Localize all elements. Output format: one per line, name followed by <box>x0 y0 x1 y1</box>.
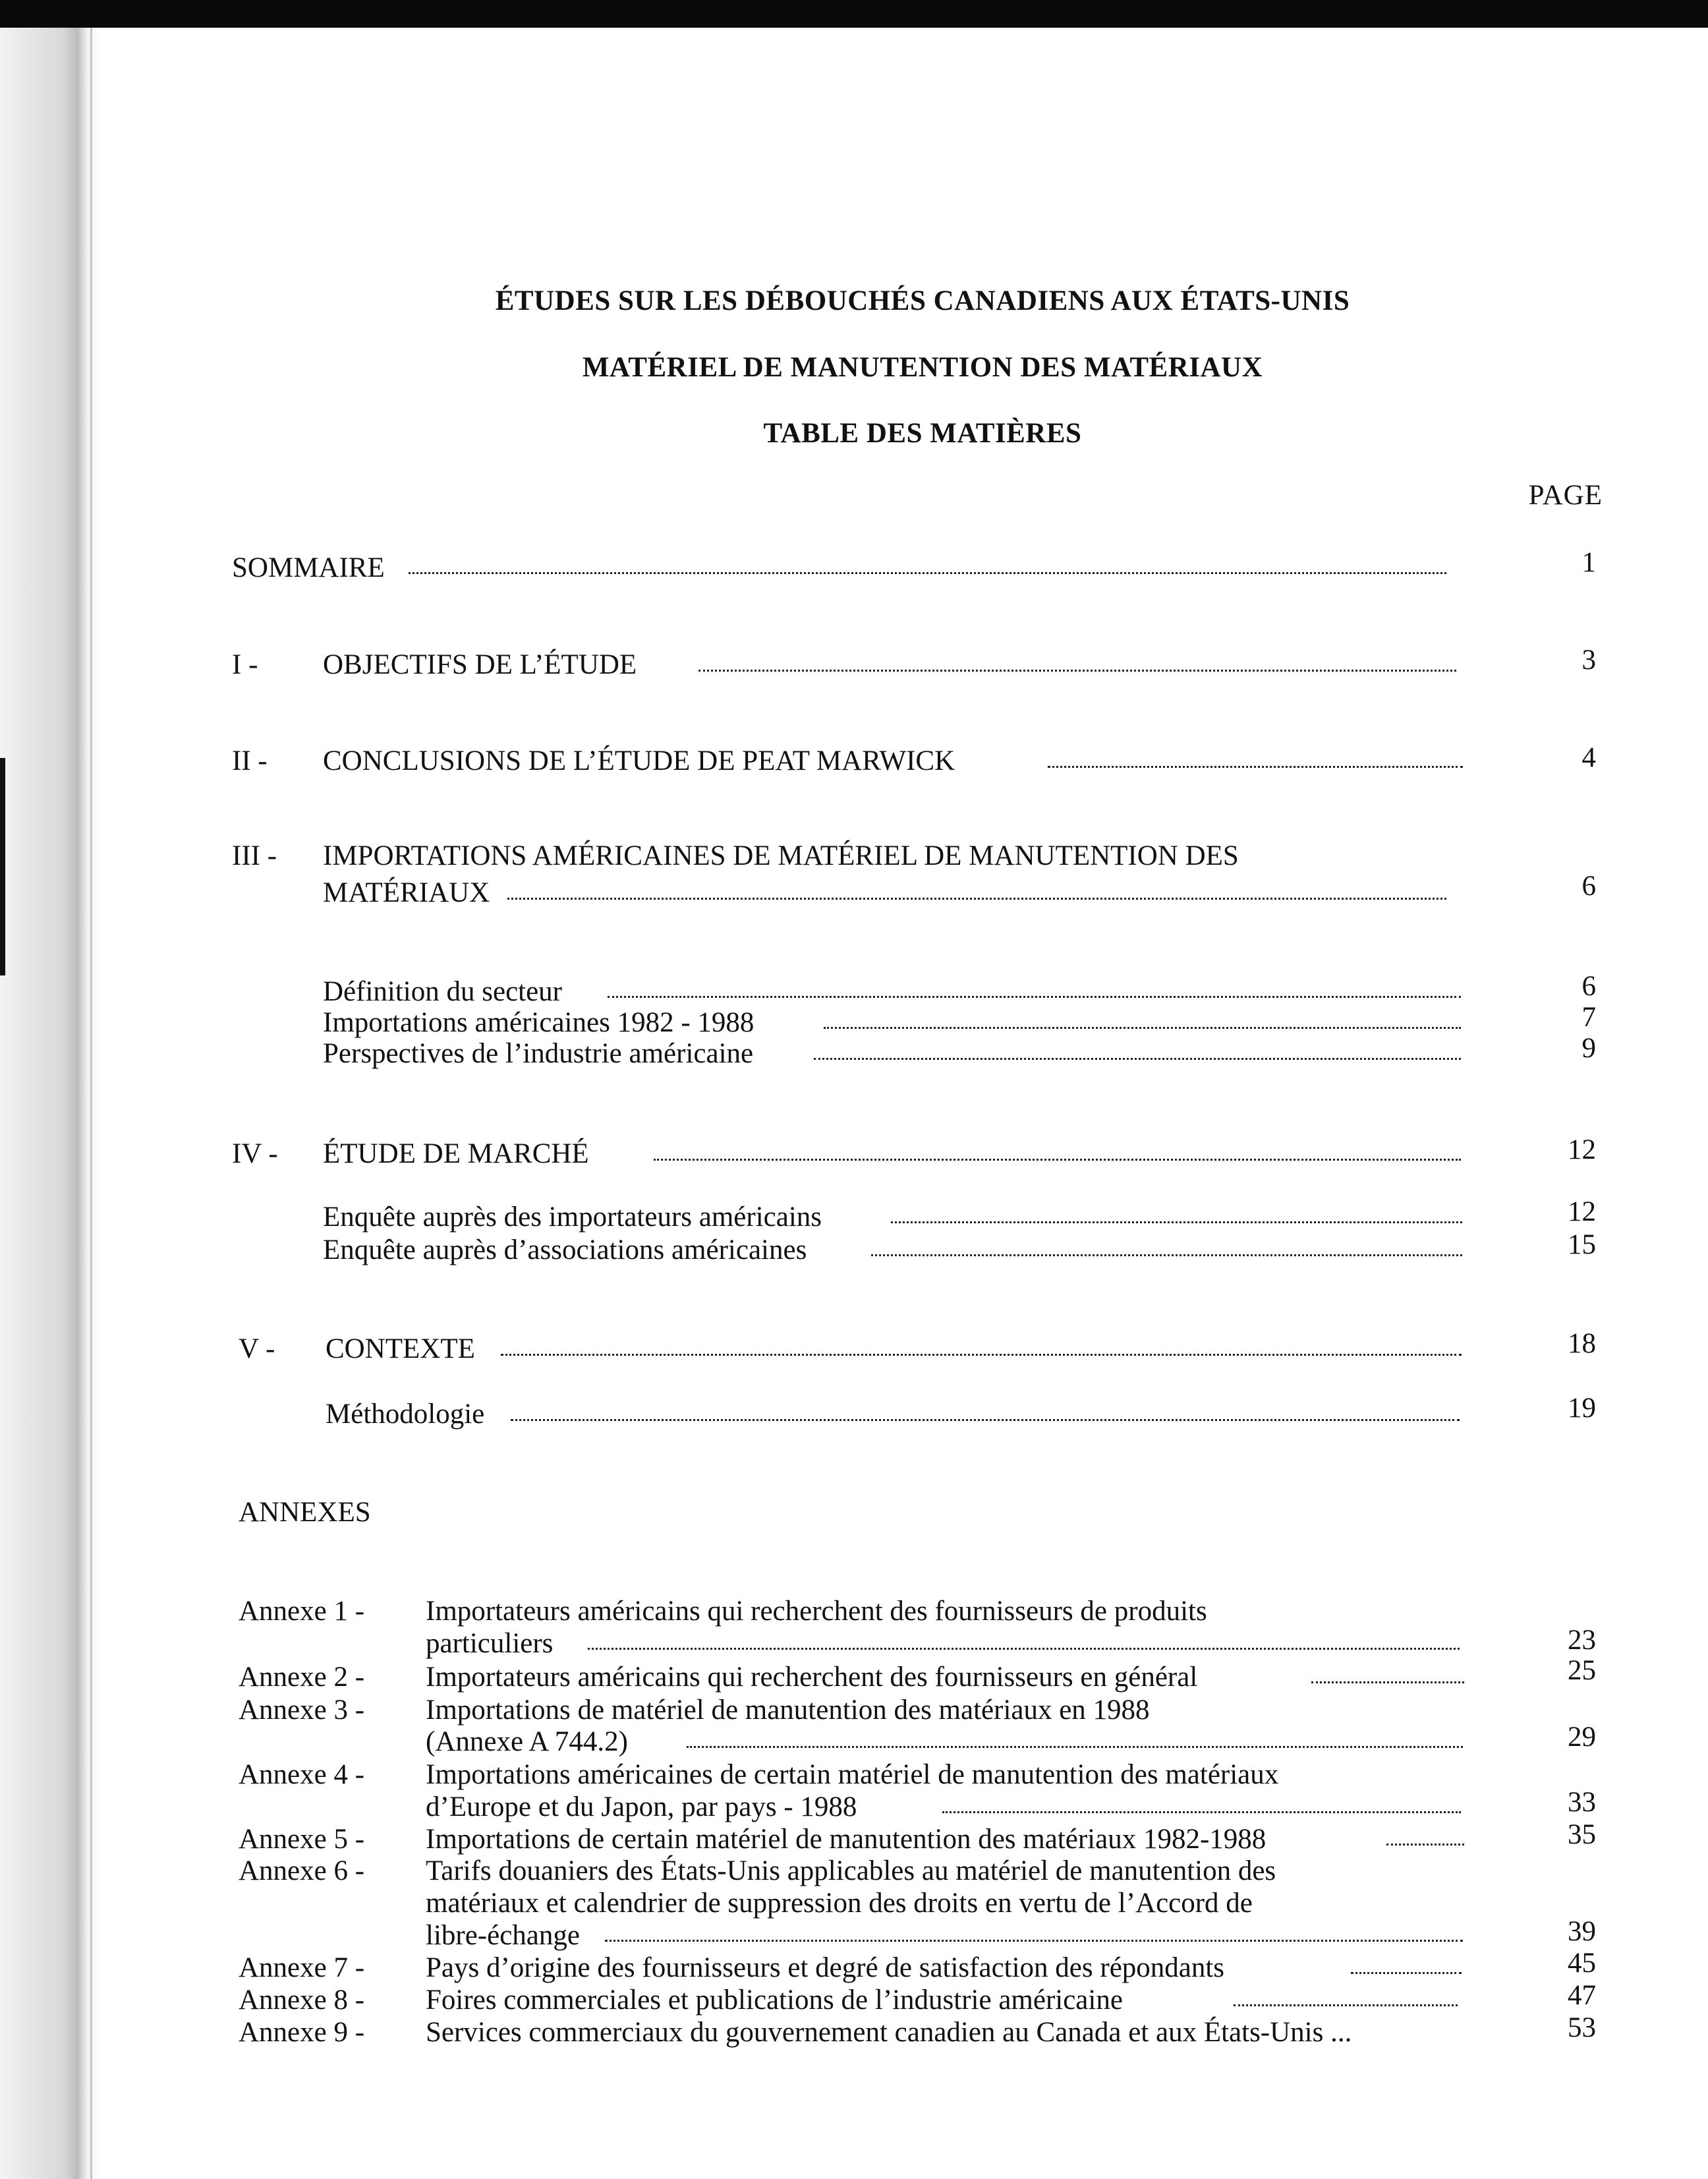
section-page: 3 <box>1581 645 1596 676</box>
subsection-page: 7 <box>1581 1002 1596 1033</box>
annex-title-line1: Importateurs américains qui recherchent des fournisseurs de produits <box>426 1596 1207 1627</box>
dot-leader <box>1311 1681 1464 1683</box>
scan-top-border <box>0 0 1708 28</box>
dot-leader <box>608 996 1461 998</box>
dot-leader <box>687 1746 1463 1748</box>
annex-title-line1: Importateurs américains qui recherchent des fournisseurs en général <box>426 1662 1198 1693</box>
annexes-heading: ANNEXES <box>239 1497 371 1528</box>
annex-page: 39 <box>1568 1916 1596 1947</box>
annex-title-line2: particuliers <box>426 1628 554 1659</box>
subsection-title: Perspectives de l’industrie américaine <box>323 1038 754 1069</box>
dot-leader <box>507 898 1446 900</box>
annex-title-line1: Importations de matériel de manutention des matériaux en 1988 <box>426 1695 1150 1726</box>
subsection-title: Importations américaines 1982 - 1988 <box>323 1007 754 1038</box>
section-page: 12 <box>1568 1134 1596 1165</box>
annex-title-line1: Importations de certain matériel de manutention des matériaux 1982-1988 <box>426 1824 1267 1855</box>
annex-title-line2: d’Europe et du Japon, par pays - 1988 <box>426 1791 857 1822</box>
section-title-line1: IMPORTATIONS AMÉRICAINES DE MATÉRIEL DE MANUTENTION DES <box>323 840 1239 871</box>
dot-leader <box>891 1221 1462 1223</box>
section-title-line2: MATÉRIAUX <box>323 877 490 908</box>
dot-leader <box>1048 766 1463 768</box>
annex-label: Annexe 2 - <box>239 1662 365 1693</box>
annex-label: Annexe 5 - <box>239 1824 365 1855</box>
annex-label: Annexe 3 - <box>239 1695 365 1726</box>
section-page: 18 <box>1568 1328 1596 1359</box>
dot-leader <box>588 1648 1460 1650</box>
annex-title-line1: Services commerciaux du gouvernement canadien au Canada et aux États-Unis ... <box>426 2017 1352 2048</box>
scan-left-mark <box>0 758 5 975</box>
subsection-page: 12 <box>1568 1196 1596 1227</box>
annex-label: Annexe 7 - <box>239 1952 365 1983</box>
dot-leader <box>501 1354 1462 1356</box>
annex-page: 29 <box>1568 1722 1596 1753</box>
annex-title-line2: matériaux et calendrier de suppression des droits en vertu de l’Accord de <box>426 1888 1253 1919</box>
annex-page: 35 <box>1568 1819 1596 1850</box>
section-title: ÉTUDE DE MARCHÉ <box>323 1138 589 1169</box>
section-title: CONCLUSIONS DE L’ÉTUDE DE PEAT MARWICK <box>323 745 955 776</box>
annex-page: 25 <box>1568 1655 1596 1686</box>
annex-page: 33 <box>1568 1787 1596 1818</box>
section-title: OBJECTIFS DE L’ÉTUDE <box>323 649 637 680</box>
dot-leader <box>409 572 1446 574</box>
dot-leader <box>654 1159 1461 1161</box>
section-number: II - <box>232 745 268 776</box>
dot-leader <box>871 1254 1462 1256</box>
annex-page: 45 <box>1568 1948 1596 1979</box>
dot-leader <box>942 1811 1461 1813</box>
dot-leader <box>698 670 1456 672</box>
section-page: 4 <box>1581 742 1596 773</box>
annex-title-line3: libre-échange <box>426 1920 580 1951</box>
annex-page: 53 <box>1568 2012 1596 2043</box>
section-page: 6 <box>1581 871 1596 902</box>
toc-entry-sommaire: SOMMAIRE <box>232 552 385 583</box>
annex-label: Annexe 9 - <box>239 2017 365 2048</box>
document-title: ÉTUDES SUR LES DÉBOUCHÉS CANADIENS AUX ÉTATS-UNIS <box>495 285 1350 316</box>
subsection-title: Méthodologie <box>326 1399 485 1430</box>
annex-title-line1: Pays d’origine des fournisseurs et degré de satisfaction des répondants <box>426 1952 1225 1983</box>
section-number: IV - <box>232 1138 278 1169</box>
page-column-label: PAGE <box>1528 480 1603 511</box>
dot-leader <box>605 1940 1463 1942</box>
scan-edge-line <box>90 28 92 2179</box>
annex-title-line1: Foires commerciales et publications de l’industrie américaine <box>426 1985 1123 2016</box>
subsection-page: 6 <box>1581 971 1596 1002</box>
section-number: V - <box>239 1333 275 1364</box>
dot-leader <box>1351 1972 1462 1974</box>
annex-label: Annexe 6 - <box>239 1855 365 1886</box>
annex-page: 23 <box>1568 1625 1596 1656</box>
annex-title-line1: Importations américaines de certain matériel de manutention des matériaux <box>426 1759 1279 1790</box>
toc-page-sommaire: 1 <box>1581 547 1596 578</box>
annex-title-line2: (Annexe A 744.2) <box>426 1726 628 1757</box>
dot-leader <box>1234 2004 1458 2006</box>
subsection-title: Enquête auprès d’associations américaines <box>323 1235 807 1265</box>
scan-left-edge <box>0 28 99 2179</box>
annex-title-line1: Tarifs douaniers des États-Unis applicables au matériel de manutention des <box>426 1855 1276 1886</box>
subsection-page: 19 <box>1568 1393 1596 1424</box>
subsection-title: Enquête auprès des importateurs américains <box>323 1202 822 1233</box>
section-number: I - <box>232 649 258 680</box>
document-subtitle: MATÉRIEL DE MANUTENTION DES MATÉRIAUX <box>582 352 1263 383</box>
section-title: CONTEXTE <box>326 1333 475 1364</box>
subsection-title: Définition du secteur <box>323 976 563 1007</box>
dot-leader <box>824 1027 1461 1029</box>
annex-label: Annexe 8 - <box>239 1985 365 2016</box>
dot-leader <box>1386 1844 1464 1845</box>
subsection-page: 9 <box>1581 1033 1596 1064</box>
section-number: III - <box>232 840 277 871</box>
dot-leader <box>511 1419 1460 1421</box>
subsection-page: 15 <box>1568 1229 1596 1260</box>
annex-label: Annexe 4 - <box>239 1759 365 1790</box>
dot-leader <box>814 1058 1461 1060</box>
annex-label: Annexe 1 - <box>239 1596 365 1627</box>
annex-page: 47 <box>1568 1980 1596 2011</box>
toc-heading: TABLE DES MATIÈRES <box>763 418 1082 449</box>
